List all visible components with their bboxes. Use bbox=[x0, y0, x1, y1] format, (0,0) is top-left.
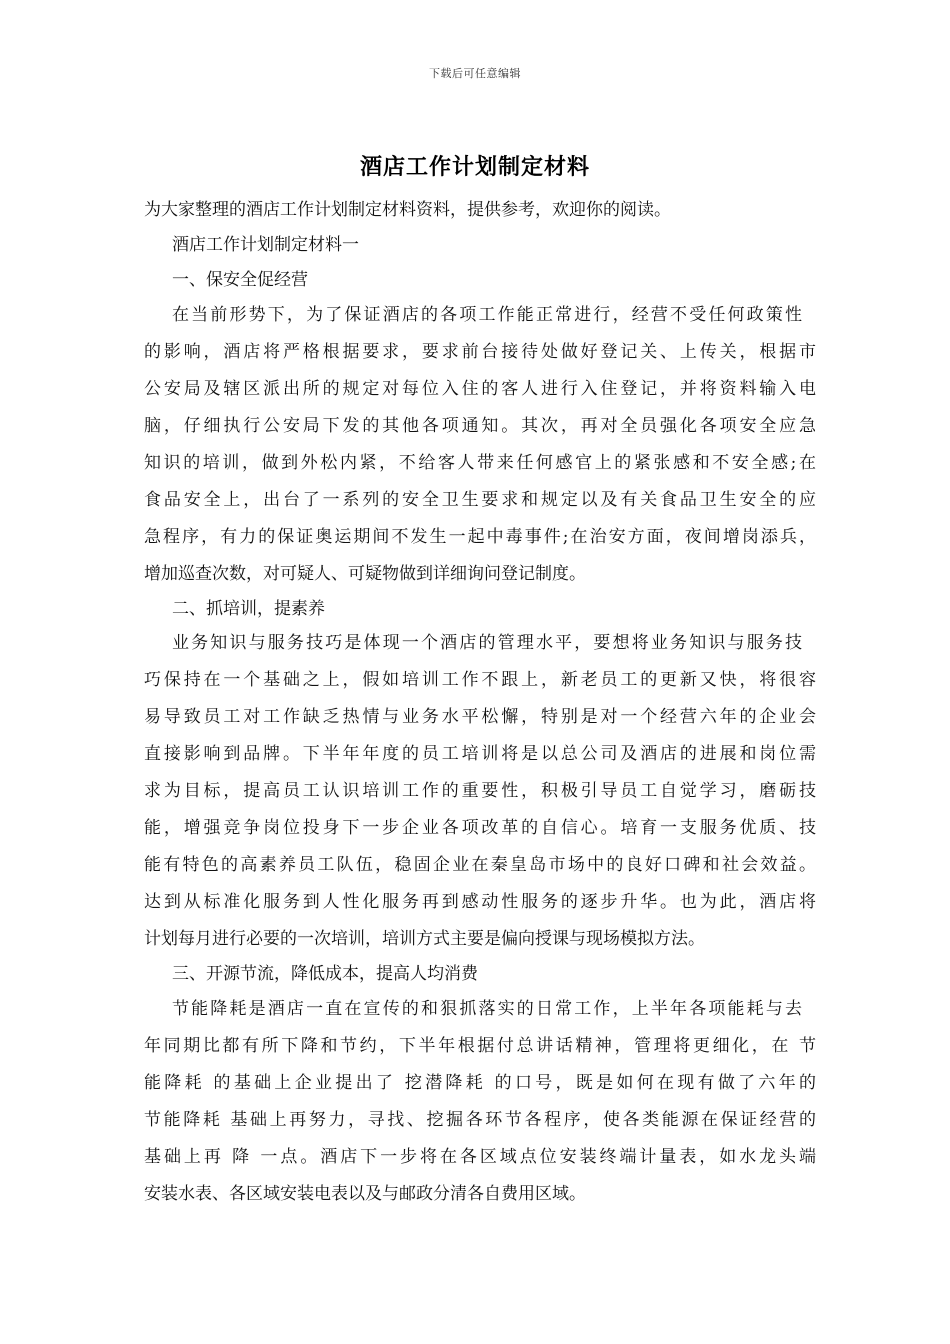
document-title: 酒店工作计划制定材料 bbox=[359, 154, 590, 180]
paragraph-line: 节能降耗 基础上再努力，寻找、挖掘各环节各程序，使各类能源在保证经营的 bbox=[144, 1110, 816, 1130]
paragraph-line: 脑，仔细执行公安局下发的其他各项通知。其次，再对全员强化各项安全应急 bbox=[144, 416, 816, 436]
paragraph-line: 计划每月进行必要的一次培训，培训方式主要是偏向授课与现场模拟方法。 bbox=[144, 929, 705, 949]
paragraph-line: 巧保持在一个基础之上，假如培训工作不跟上，新老员工的更新又快，将很容 bbox=[144, 670, 816, 690]
paragraph-line: 业务知识与服务技巧是体现一个酒店的管理水平，要想将业务知识与服务技 bbox=[172, 633, 802, 653]
paragraph-line: 的影响，酒店将严格根据要求，要求前台接待处做好登记关、上传关，根据市 bbox=[144, 342, 816, 362]
paragraph-line: 能有特色的高素养员工队伍，稳固企业在秦皇岛市场中的良好口碑和社会效益。 bbox=[144, 855, 816, 875]
paragraph-line: 达到从标准化服务到人性化服务再到感动性服务的逐步升华。也为此，酒店将 bbox=[144, 892, 816, 912]
paragraph-line: 易导致员工对工作缺乏热情与业务水平松懈，特别是对一个经营六年的企业会 bbox=[144, 707, 816, 727]
section-heading: 二、抓培训，提素养 bbox=[172, 599, 325, 619]
paragraph-line: 基础上再 降 一点。酒店下一步将在各区域点位安装终端计量表，如水龙头端 bbox=[144, 1147, 816, 1167]
paragraph-line: 能，增强竞争岗位投身下一步企业各项改革的自信心。培育一支服务优质、技 bbox=[144, 818, 816, 838]
paragraph-line: 求为目标，提高员工认识培训工作的重要性，积极引导员工自觉学习，磨砺技 bbox=[144, 781, 816, 801]
paragraph-line: 直接影响到品牌。下半年年度的员工培训将是以总公司及酒店的进展和岗位需 bbox=[144, 744, 816, 764]
section-heading: 三、开源节流，降低成本，提高人均消费 bbox=[172, 964, 478, 984]
paragraph-line: 年同期比都有所下降和节约，下半年根据付总讲话精神，管理将更细化，在 节 bbox=[144, 1036, 816, 1056]
section-heading: 酒店工作计划制定材料一 bbox=[172, 235, 359, 255]
paragraph-line: 安装水表、各区域安装电表以及与邮政分清各自费用区域。 bbox=[144, 1184, 586, 1204]
paragraph-line: 节能降耗是酒店一直在宣传的和狠抓落实的日常工作，上半年各项能耗与去 bbox=[172, 999, 802, 1019]
intro-line: 为大家整理的酒店工作计划制定材料资料，提供参考，欢迎你的阅读。 bbox=[144, 200, 671, 220]
header-note: 下载后可任意编辑 bbox=[429, 67, 521, 80]
paragraph-line: 在当前形势下，为了保证酒店的各项工作能正常进行，经营不受任何政策性 bbox=[172, 305, 802, 325]
paragraph-line: 公安局及辖区派出所的规定对每位入住的客人进行入住登记，并将资料输入电 bbox=[144, 379, 816, 399]
paragraph-line: 急程序，有力的保证奥运期间不发生一起中毒事件;在治安方面，夜间增岗添兵， bbox=[144, 527, 816, 547]
paragraph-line: 食品安全上，出台了一系列的安全卫生要求和规定以及有关食品卫生安全的应 bbox=[144, 490, 816, 510]
paragraph-line: 增加巡查次数，对可疑人、可疑物做到详细询问登记制度。 bbox=[144, 564, 586, 584]
paragraph-line: 知识的培训，做到外松内紧，不给客人带来任何感官上的紧张感和不安全感;在 bbox=[144, 453, 816, 473]
paragraph-line: 能降耗 的基础上企业提出了 挖潜降耗 的口号，既是如何在现有做了六年的 bbox=[144, 1073, 816, 1093]
section-heading: 一、保安全促经营 bbox=[172, 270, 308, 290]
